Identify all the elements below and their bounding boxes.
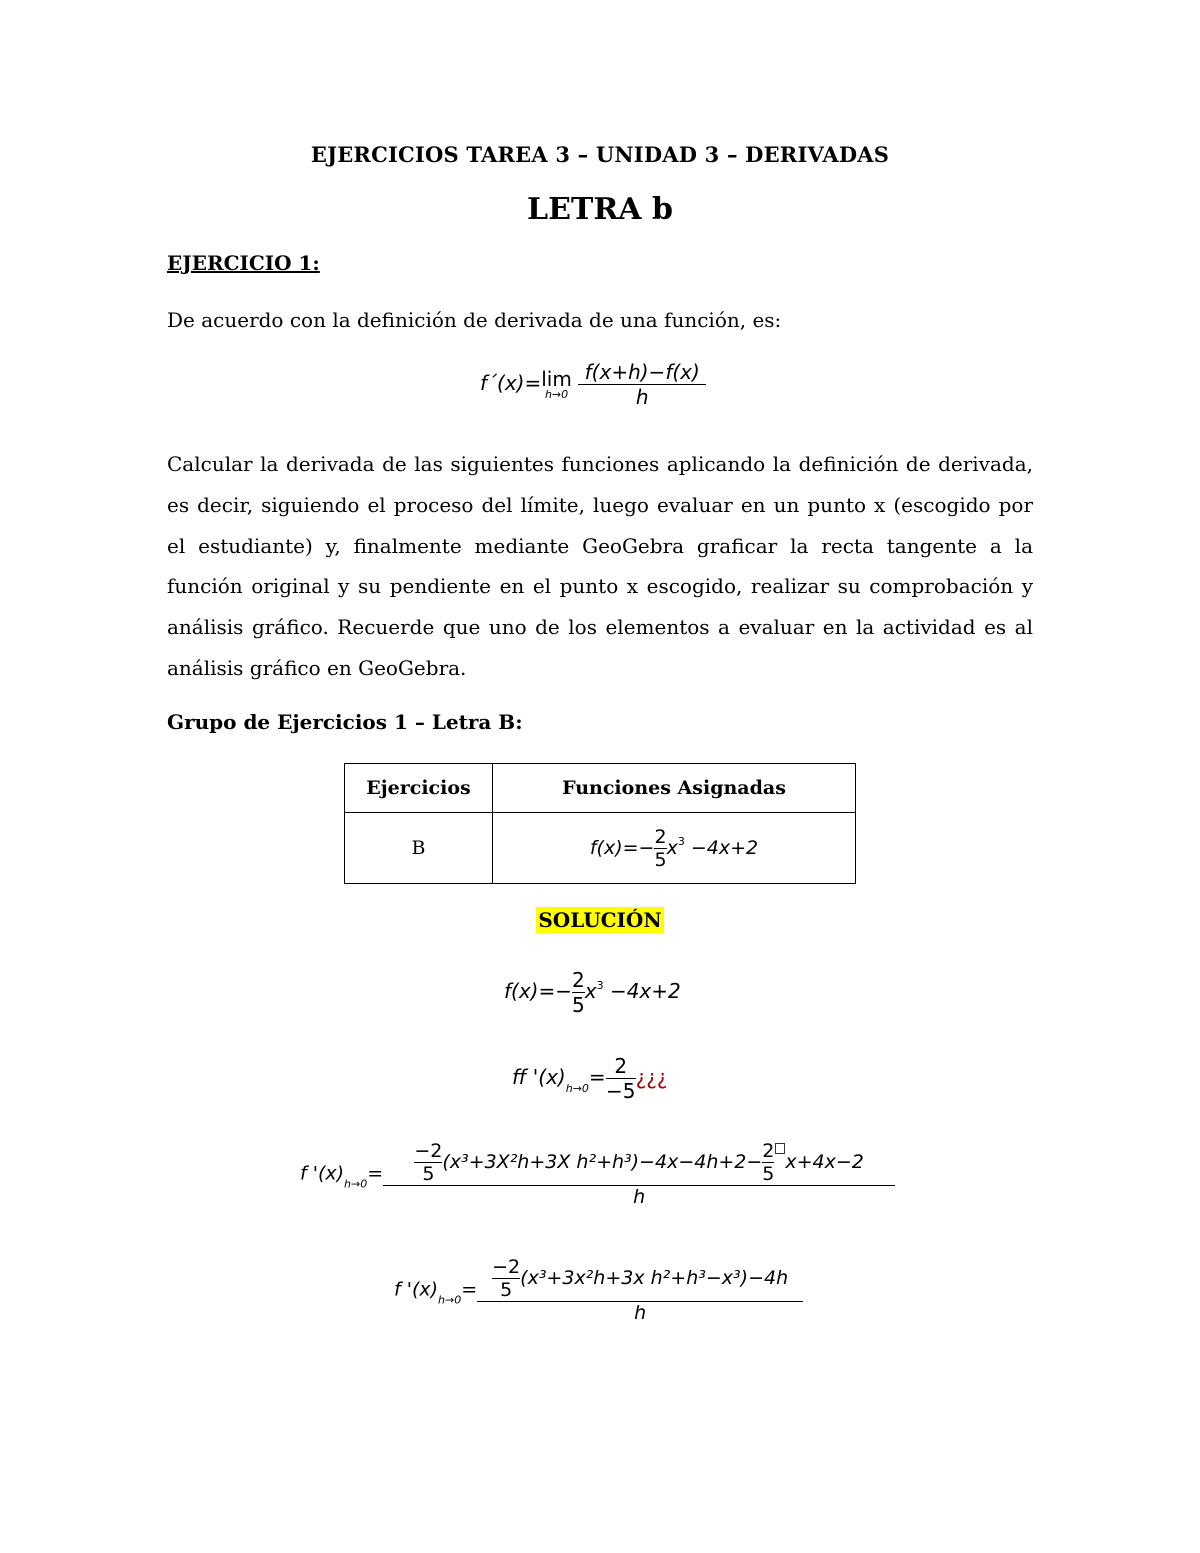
table-cell-function: f(x)=− $\frac{2}{5}$ $x^3 -4x+2$	[493, 813, 856, 884]
definition-lhs: f´(x)=	[480, 371, 542, 395]
definition-numerator: f(x+h)−f(x)	[584, 360, 700, 384]
table-row	[345, 813, 856, 884]
exercise-intro: De acuerdo con la definición de derivada de una función, es:	[167, 308, 782, 332]
limit-operator: lim h→0	[541, 367, 572, 401]
solution-equation-1: f(x)=− $\frac{2}{5}$ $x^3 -4x+2$	[504, 968, 681, 1017]
derivative-definition	[480, 360, 706, 409]
solution-equation-4: f '$(x)_{h\to 0}=$ $\frac{-2}{5}$ (x³+3x²h+3x h²+h³−x³)−4h h	[394, 1256, 803, 1324]
unknown-glyphs: ¿¿¿	[635, 1065, 668, 1089]
group-heading: Grupo de Ejercicios 1 – Letra B:	[167, 710, 523, 734]
table-cell-exercise: B	[345, 813, 493, 884]
table-header-cell: Ejercicios	[345, 764, 493, 813]
document-subtitle: LETRA b	[527, 192, 673, 227]
definition-fraction	[578, 360, 706, 409]
assigned-functions-table	[344, 763, 856, 884]
solution-equation-3: f '$(x)_{h\to 0}=$ $\frac{-2}{5}$ (x³+3X²h+3X h²+h³)−4x−4h+2− $\frac{2}{5}$ x+4x−2 h	[300, 1140, 895, 1208]
document-title: EJERCICIOS TAREA 3 – UNIDAD 3 – DERIVADAS	[310, 142, 890, 167]
solution-equation-2: ff '$(x)_{h\to 0}=$ $\frac{2}{-5}$ ¿¿¿	[512, 1054, 668, 1103]
solution-label-wrap	[0, 908, 1200, 932]
instructions-paragraph: Calcular la derivada de las siguientes funciones aplicando la definición de derivada, es decir, siguiendo el proceso del límite, luego evaluar en un punto x (escogido por el estudiante) y, finalmente mediante GeoGebra graficar la recta tangente a la función original y su pendiente en el punto x escogido, realizar su comprobación y análisis gráfico. Recuerde que uno de los elementos a evaluar en la actividad es al análisis gráfico en GeoGebra.	[167, 452, 1033, 680]
table-header-row	[345, 764, 856, 813]
placeholder-box-icon	[775, 1143, 785, 1154]
exercise-heading: EJERCICIO 1:	[167, 251, 320, 275]
solution-label: SOLUCIÓN	[538, 908, 662, 932]
limit-subscript: h→0	[544, 388, 569, 401]
definition-denominator: h	[578, 384, 706, 409]
table-header-cell: Funciones Asignadas	[493, 764, 856, 813]
